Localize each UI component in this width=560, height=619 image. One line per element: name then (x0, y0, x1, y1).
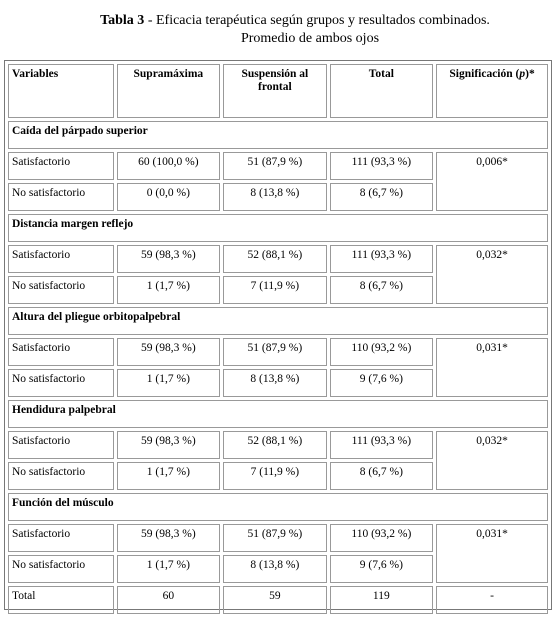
row-label: No satisfactorio (8, 369, 114, 397)
cell-significance: 0,031* (436, 338, 548, 397)
cell-supramaxima: 1 (1,7 %) (117, 369, 221, 397)
section-title: Función del músculo (8, 493, 548, 521)
row-label: Satisfactorio (8, 152, 114, 180)
cell-supramaxima: 59 (98,3 %) (117, 338, 221, 366)
cell-total: 9 (7,6 %) (330, 369, 434, 397)
row-label: Satisfactorio (8, 524, 114, 552)
header-row (8, 64, 548, 118)
cell-total: 9 (7,6 %) (330, 555, 434, 583)
table-row (8, 338, 548, 366)
section-row (8, 121, 548, 149)
results-table (5, 61, 551, 617)
header-supramaxima: Supramáxima (117, 64, 221, 118)
row-label: Total (8, 586, 114, 614)
total-row (8, 586, 548, 614)
header-total: Total (330, 64, 434, 118)
cell-significance: 0,031* (436, 524, 548, 583)
cell-supramaxima: 59 (98,3 %) (117, 431, 221, 459)
header-variables: Variables (8, 64, 114, 118)
cell-total: 8 (6,7 %) (330, 276, 434, 304)
cell-supramaxima: 60 (100,0 %) (117, 152, 221, 180)
cell-supramaxima: 60 (117, 586, 221, 614)
cell-total: 110 (93,2 %) (330, 524, 434, 552)
section-row (8, 214, 548, 242)
cell-total: 111 (93,3 %) (330, 431, 434, 459)
cell-total: 119 (330, 586, 434, 614)
table-row (8, 245, 548, 273)
caption-line-1 (0, 12, 560, 30)
row-label: Satisfactorio (8, 431, 114, 459)
cell-suspension: 52 (88,1 %) (223, 245, 327, 273)
results-table-frame (4, 60, 552, 610)
row-label: No satisfactorio (8, 183, 114, 211)
row-label: No satisfactorio (8, 276, 114, 304)
caption-label: Tabla 3 (100, 13, 145, 28)
header-suspension: Suspensión al frontal (223, 64, 327, 118)
table-row (8, 431, 548, 459)
table-row (8, 524, 548, 552)
section-row (8, 400, 548, 428)
cell-supramaxima: 59 (98,3 %) (117, 524, 221, 552)
cell-suspension: 59 (223, 586, 327, 614)
row-label: Satisfactorio (8, 338, 114, 366)
cell-total: 8 (6,7 %) (330, 183, 434, 211)
cell-significance: 0,006* (436, 152, 548, 211)
cell-suspension: 8 (13,8 %) (223, 555, 327, 583)
section-title: Caída del párpado superior (8, 121, 548, 149)
table-caption (0, 12, 560, 48)
cell-suspension: 7 (11,9 %) (223, 276, 327, 304)
sig-suffix: )* (525, 68, 535, 80)
cell-significance: 0,032* (436, 245, 548, 304)
cell-suspension: 51 (87,9 %) (223, 152, 327, 180)
section-title: Distancia margen reflejo (8, 214, 548, 242)
header-significance (436, 64, 548, 118)
cell-supramaxima: 0 (0,0 %) (117, 183, 221, 211)
cell-suspension: 51 (87,9 %) (223, 338, 327, 366)
cell-supramaxima: 1 (1,7 %) (117, 462, 221, 490)
cell-total: 111 (93,3 %) (330, 152, 434, 180)
caption-text: - Eficacia terapéutica según grupos y resultados combinados. (144, 13, 490, 28)
table-row (8, 152, 548, 180)
cell-significance: 0,032* (436, 431, 548, 490)
row-label: No satisfactorio (8, 462, 114, 490)
sig-prefix: Significación ( (449, 68, 520, 80)
caption-line-2: Promedio de ambos ojos (240, 31, 380, 46)
sig-p: p (519, 68, 526, 80)
cell-suspension: 8 (13,8 %) (223, 183, 327, 211)
table-body (8, 64, 548, 614)
cell-supramaxima: 1 (1,7 %) (117, 276, 221, 304)
cell-total: 8 (6,7 %) (330, 462, 434, 490)
row-label: No satisfactorio (8, 555, 114, 583)
section-title: Altura del pliegue orbitopalpebral (8, 307, 548, 335)
cell-suspension: 7 (11,9 %) (223, 462, 327, 490)
cell-suspension: 51 (87,9 %) (223, 524, 327, 552)
cell-significance: - (436, 586, 548, 614)
cell-supramaxima: 59 (98,3 %) (117, 245, 221, 273)
cell-suspension: 8 (13,8 %) (223, 369, 327, 397)
cell-total: 111 (93,3 %) (330, 245, 434, 273)
row-label: Satisfactorio (8, 245, 114, 273)
section-row (8, 493, 548, 521)
cell-supramaxima: 1 (1,7 %) (117, 555, 221, 583)
section-title: Hendidura palpebral (8, 400, 548, 428)
cell-total: 110 (93,2 %) (330, 338, 434, 366)
cell-suspension: 52 (88,1 %) (223, 431, 327, 459)
section-row (8, 307, 548, 335)
